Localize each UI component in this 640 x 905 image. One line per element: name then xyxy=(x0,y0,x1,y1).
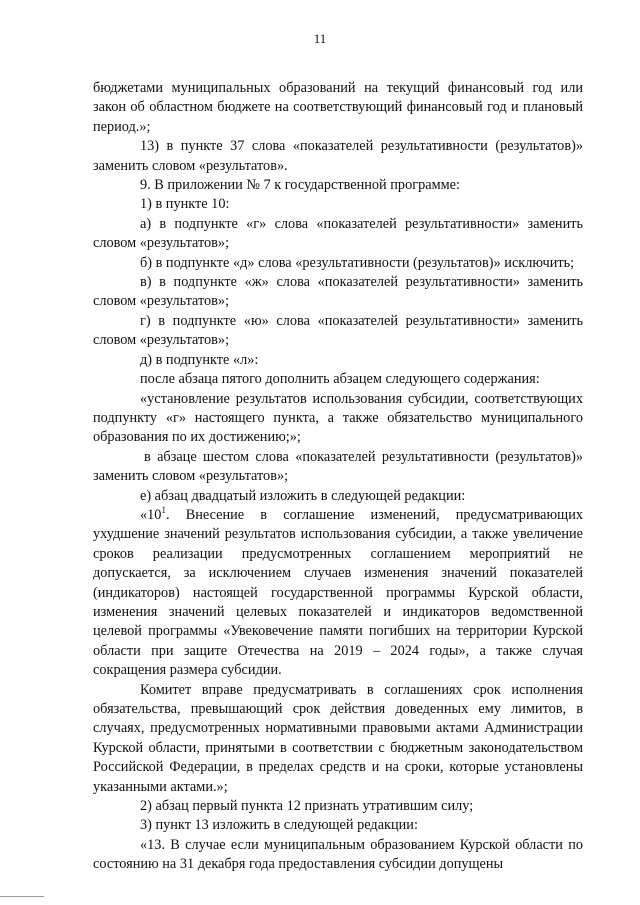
paragraph: 9. В приложении № 7 к государственной программе: xyxy=(140,177,460,194)
paragraph: в) в подпункте «ж» слова «показателей результативности» заменить словом «результатов»; xyxy=(93,274,583,310)
paragraph: е) абзац двадцатый изложить в следующей редакции: xyxy=(140,487,466,504)
paragraph: Комитет вправе предусматривать в соглашениях срок исполнения обязательства, превышающий срок действия доведенных ему лимитов, в случаях, предусмотренных нормативными правовыми актами Администрации Курской области, принятыми в соответствии с бюджетным законодательством Российской Федерации, в пределах средств и на сроки, которые установлены указанными актами.»; xyxy=(93,681,583,795)
paragraph: д) в подпункте «л»: xyxy=(140,351,259,368)
document-body xyxy=(93,79,583,875)
superscript: 1 xyxy=(161,505,166,516)
paragraph: б) в подпункте «д» слова «результативности (результатов)» исключить; xyxy=(140,254,575,271)
paragraph: «установление результатов использования субсидии, соответствующих подпункту «г» настоящего пункта, а также обязательство муниципального образования по их достижению;»; xyxy=(93,390,583,446)
scan-edge-mark xyxy=(0,896,44,897)
paragraph-text: . Внесение в соглашение изменений, предусматривающих ухудшение значений результатов использования субсидии, а также увеличение сроков реализации предусмотренных соглашением мероприятий не допускается, за исключением случаев изменения значений показателей (индикаторов) настоящей государственной программы Курской области, изменения значений целевых показателей и индикаторов ведомственной целевой программы «Увековечение памяти погибших на территории Курской области при защите Отечества на 2019 – 2024 годы», а также случая сокращения размера субсидии. xyxy=(93,506,583,679)
paragraph: 1) в пункте 10: xyxy=(140,196,230,213)
paragraph-lead: «10 xyxy=(140,506,162,523)
paragraph: бюджетами муниципальных образований на текущий финансовый год или закон об областном бюджете на соответствующий финансовый год и плановый период.»; xyxy=(93,80,583,135)
paragraph: г) в подпункте «ю» слова «показателей результативности» заменить словом «результатов»; xyxy=(93,312,583,349)
paragraph: 13) в пункте 37 слова «показателей результативности (результатов)» заменить словом «результатов». xyxy=(93,138,583,174)
page-number: 11 xyxy=(313,31,327,46)
paragraph: в абзаце шестом слова «показателей результативности (результатов)» заменить словом «результатов»; xyxy=(93,448,583,485)
paragraph: 2) абзац первый пункта 12 признать утратившим силу; xyxy=(140,798,474,815)
paragraph: а) в подпункте «г» слова «показателей результативности» заменить словом «результатов»; xyxy=(93,215,583,252)
paragraph: 3) пункт 13 изложить в следующей редакции: xyxy=(140,817,418,834)
paragraph: «13. В случае если муниципальным образованием Курской области по состоянию на 31 декабря года предоставления субсидии допущены xyxy=(93,836,583,873)
paragraph xyxy=(93,506,583,681)
paragraph: после абзаца пятого дополнить абзацем следующего содержания: xyxy=(140,371,540,388)
